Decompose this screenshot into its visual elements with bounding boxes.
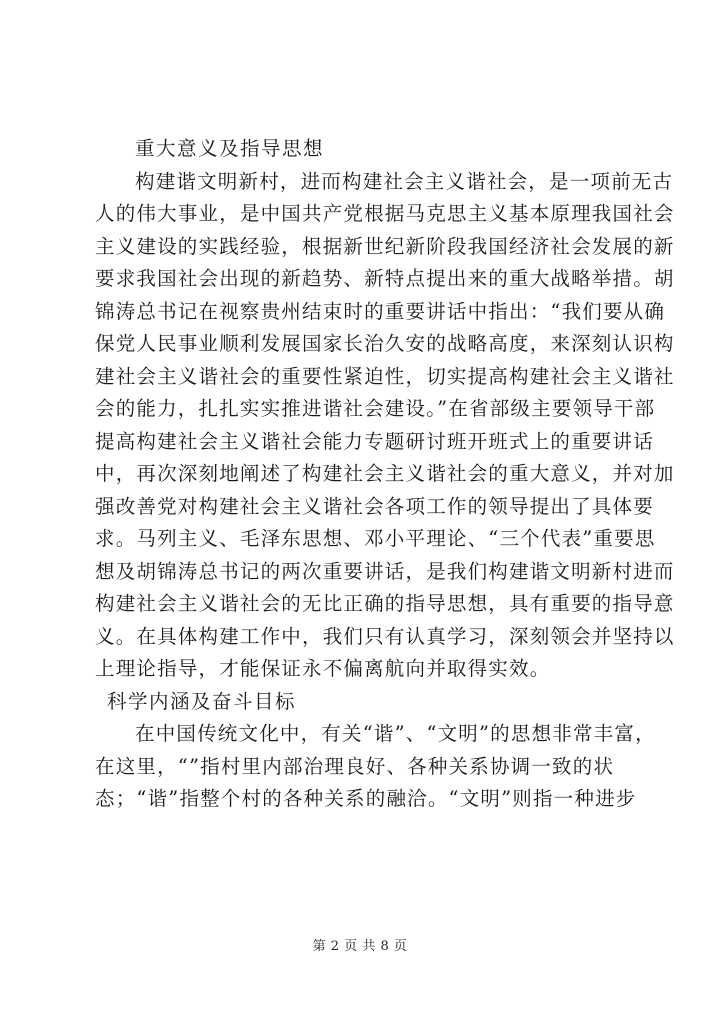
- page-number-footer: 第 2 页 共 8 页: [312, 939, 408, 954]
- paragraph-line: 构建谐文明新村，进而构建社会主义谐社会，是一项前无古: [135, 169, 674, 193]
- paragraph-line: 在这里，“”指村里内部治理良好、各种关系协调一致的状: [95, 754, 615, 778]
- paragraph-line: 人的伟大事业，是中国共产党根据马克思主义基本原理我国社会: [95, 202, 675, 225]
- section-heading-significance: 重大意义及指导思想: [135, 137, 325, 160]
- paragraph-line: 义。在具体构建工作中，我们只有认真学习，深刻领会并坚持以: [95, 624, 675, 648]
- section-heading-connotation: 科学内涵及奋斗目标: [107, 689, 297, 713]
- paragraph-line: 求。马列主义、毛泽东思想、邓小平理论、“三个代表”重要思: [95, 527, 656, 550]
- paragraph-line: 强改善党对构建社会主义谐社会各项工作的领导提出了具体要: [95, 494, 654, 518]
- paragraph-line: 在中国传统文化中，有关“谐”、“文明”的思想非常丰富，: [135, 722, 656, 745]
- paragraph-line: 想及胡锦涛总书记的两次重要讲话，是我们构建谐文明新村进而: [95, 559, 675, 583]
- paragraph-line: 保党人民事业顺利发展国家长治久安的战略高度，来深刻认识构: [95, 332, 675, 355]
- paragraph-line: 上理论指导，才能保证永不偏离航向并取得实效。: [95, 657, 551, 680]
- paragraph-line: 建社会主义谐社会的重要性紧迫性，切实提高构建社会主义谐社: [95, 364, 675, 388]
- document-body: [95, 133, 675, 816]
- paragraph-line: 构建社会主义谐社会的无比正确的指导思想，具有重要的指导意: [95, 592, 675, 615]
- paragraph-line: 提高构建社会主义谐社会能力专题研讨班开班式上的重要讲话: [95, 429, 654, 453]
- paragraph-line: 锦涛总书记在视察贵州结束时的重要讲话中指出：“我们要从确: [95, 299, 666, 323]
- paragraph-line: 要求我国社会出现的新趋势、新特点提出来的重大战略举措。胡: [95, 267, 675, 290]
- paragraph-line: 会的能力，扎扎实实推进谐社会建设。”在省部级主要领导干部: [95, 397, 656, 420]
- paragraph-line: 态；“谐”指整个村的各种关系的融洽。“文明”则指一种进步: [95, 787, 637, 810]
- paragraph-line: 中，再次深刻地阐述了构建社会主义谐社会的重大意义，并对加: [95, 462, 675, 485]
- paragraph-line: 主义建设的实践经验，根据新世纪新阶段我国经济社会发展的新: [95, 234, 675, 258]
